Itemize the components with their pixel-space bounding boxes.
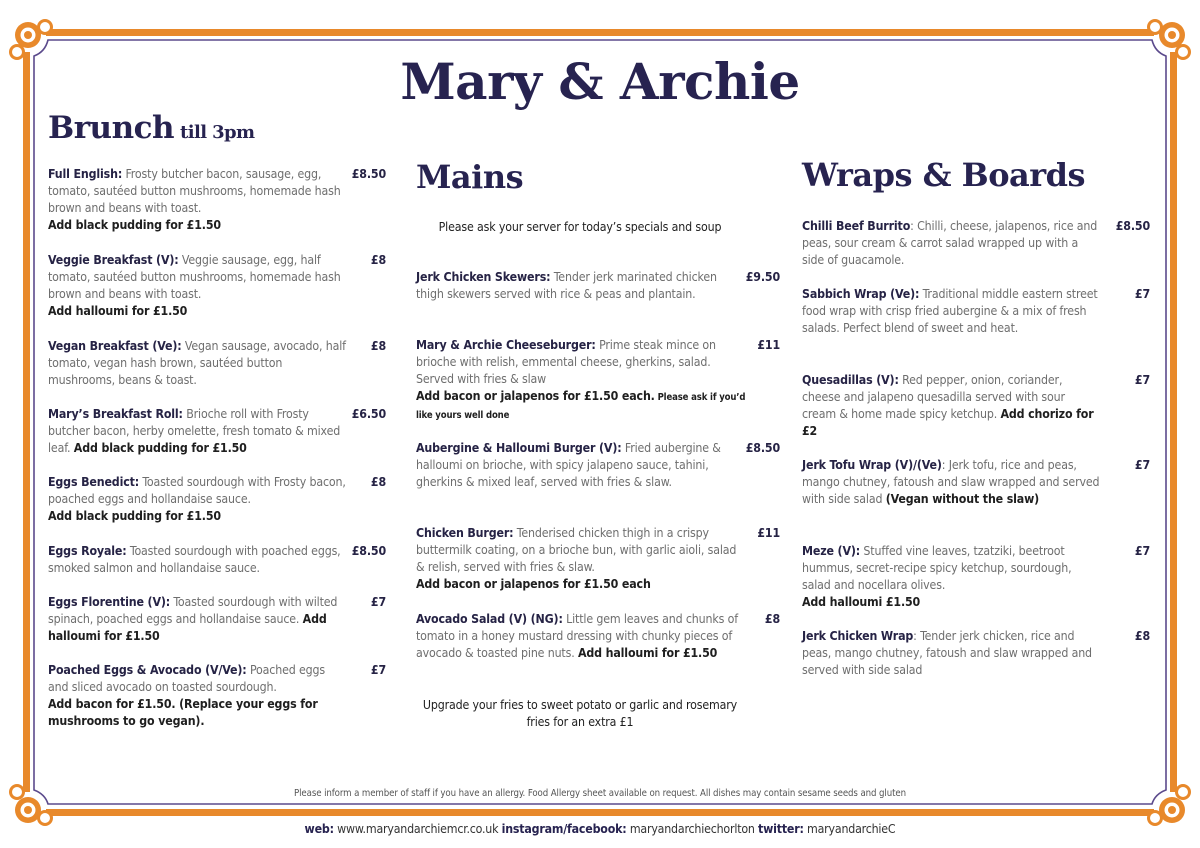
menu-item-price: £8.50 bbox=[351, 544, 386, 558]
menu-item-name: Full English: bbox=[48, 167, 123, 181]
mains-heading: Mains bbox=[416, 158, 524, 196]
menu-item bbox=[802, 457, 1150, 508]
menu-item-name: Jerk Chicken Wrap bbox=[802, 629, 914, 643]
menu-item-addon: (Vegan without the slaw) bbox=[885, 492, 1040, 506]
menu-item-name: Jerk Tofu Wrap (V)/(Ve) bbox=[802, 458, 942, 472]
brunch-heading bbox=[48, 110, 254, 146]
menu-item-description: Frosty butcher bacon, sausage, egg, tomato, sautéed button mushrooms, homemade hash brown and beans with toast. bbox=[48, 167, 341, 215]
menu-item-addon: Add halloumi £1.50 bbox=[802, 595, 921, 609]
menu-item-addon: Add halloumi for £1.50 bbox=[577, 646, 718, 660]
menu-item-name: Quesadillas (V): bbox=[802, 373, 899, 387]
menu-item-addon: Add bacon or jalapenos for £1.50 each bbox=[416, 577, 651, 591]
allergy-notice: Please inform a member of staff if you have an allergy. Food Allergy sheet available on request. All dishes may contain sesame seeds and gluten bbox=[294, 788, 906, 799]
menu-item-price: £8.50 bbox=[745, 441, 780, 455]
menu-item bbox=[48, 166, 386, 234]
menu-item-addon: Add black pudding for £1.50 bbox=[73, 441, 247, 455]
restaurant-title: Mary & Archie bbox=[400, 52, 800, 111]
menu-item-name: Poached Eggs & Avocado (V/Ve): bbox=[48, 663, 247, 677]
menu-item bbox=[802, 628, 1150, 679]
menu-item-price: £11 bbox=[757, 526, 780, 540]
menu-item-name: Veggie Breakfast (V): bbox=[48, 253, 179, 267]
menu-item-name: Sabbich Wrap (Ve): bbox=[802, 287, 920, 301]
twitter-handle[interactable]: maryandarchieC bbox=[803, 822, 896, 836]
menu-item-name: Eggs Royale: bbox=[48, 544, 127, 558]
menu-item bbox=[48, 406, 386, 457]
menu-item-addon: Add bacon for £1.50. (Replace your eggs for mushrooms to go vegan). bbox=[48, 697, 318, 728]
menu-item-description: Little gem leaves and chunks of tomato in a honey mustard dressing with chunky pieces of avocado & toasted pine nuts. bbox=[416, 612, 738, 660]
menu-item-addon: Add halloumi for £1.50 bbox=[48, 304, 188, 318]
menu-item-name: Eggs Florentine (V): bbox=[48, 595, 171, 609]
menu-item-description: Tenderised chicken thigh in a crispy buttermilk coating, on a brioche bun, with garlic aioli, salad & relish, served with fries & slaw. bbox=[416, 526, 737, 574]
menu-item bbox=[48, 543, 386, 577]
menu-item-price: £11 bbox=[757, 338, 780, 352]
menu-item-description: Traditional middle eastern street food wrap with crisp fried aubergine & a mix of fresh salads. Perfect blend of sweet and heat. bbox=[802, 287, 1098, 335]
fries-upgrade-note: Upgrade your fries to sweet potato or garlic and rosemary fries for an extra £1 bbox=[422, 698, 738, 729]
menu-item bbox=[416, 440, 780, 491]
menu-item bbox=[48, 594, 386, 645]
menu-item bbox=[802, 286, 1150, 337]
menu-item-name: Jerk Chicken Skewers: bbox=[416, 270, 551, 284]
menu-item-description: : Tender jerk chicken, rice and peas, mango chutney, fatoush and slaw wrapped and served with side salad bbox=[802, 629, 1092, 677]
menu-item-price: £7 bbox=[1134, 373, 1150, 387]
twitter-label: twitter: bbox=[758, 822, 804, 836]
menu-item-description: Vegan sausage, avocado, half tomato, vegan hash brown, sautéed button mushrooms, beans & toast. bbox=[48, 339, 346, 387]
menu-item-description: Prime steak mince on brioche with relish, emmental cheese, gherkins, salad. Served with fries & slaw bbox=[416, 338, 716, 386]
footer-contacts bbox=[0, 822, 1200, 836]
menu-item-description: Veggie sausage, egg, half tomato, sautéed button mushrooms, homemade hash brown and beans with toast. bbox=[48, 253, 341, 301]
menu-item-price: £7 bbox=[370, 663, 386, 677]
menu-item-description: Brioche roll with Frosty butcher bacon, herby omelette, fresh tomato & mixed leaf. bbox=[48, 407, 341, 455]
menu-item bbox=[416, 611, 780, 662]
menu-item-price: £8 bbox=[370, 253, 386, 267]
menu-item-price: £8.50 bbox=[351, 167, 386, 181]
menu-item-price: £7 bbox=[1134, 458, 1150, 472]
menu-item-price: £7 bbox=[370, 595, 386, 609]
menu-item-price: £9.50 bbox=[745, 270, 780, 284]
menu-item-description: Toasted sourdough with poached eggs, smoked salmon and hollandaise sauce. bbox=[48, 544, 341, 575]
brunch-hours: till 3pm bbox=[180, 122, 255, 143]
wraps-heading: Wraps & Boards bbox=[802, 156, 1086, 194]
menu-item bbox=[802, 218, 1150, 269]
menu-item bbox=[48, 662, 386, 730]
menu-item bbox=[416, 525, 780, 593]
menu-item-description: Fried aubergine & halloumi on brioche, with spicy jalapeno sauce, tahini, gherkins & mixed leaf, served with fries & slaw. bbox=[416, 441, 721, 489]
menu-item-name: Aubergine & Halloumi Burger (V): bbox=[416, 441, 622, 455]
menu-item bbox=[416, 337, 780, 424]
menu-item-price: £7 bbox=[1134, 287, 1150, 301]
menu-item bbox=[416, 269, 780, 303]
menu-item-name: Vegan Breakfast (Ve): bbox=[48, 339, 182, 353]
menu-item bbox=[48, 338, 386, 389]
menu-item-description: Red pepper, onion, coriander, cheese and jalapeno quesadilla served with sour cream & home made spicy ketchup. bbox=[802, 373, 1065, 421]
specials-note: Please ask your server for today’s specials and soup bbox=[438, 220, 722, 234]
menu-item-price: £8 bbox=[764, 612, 780, 626]
menu-item-price: £6.50 bbox=[351, 407, 386, 421]
menu-item-description: Tender jerk marinated chicken thigh skewers served with rice & peas and plantain. bbox=[416, 270, 717, 301]
menu-item-description: Toasted sourdough with wilted spinach, poached eggs and hollandaise sauce. bbox=[48, 595, 338, 626]
menu-item bbox=[48, 252, 386, 320]
menu-item-price: £8.50 bbox=[1115, 219, 1150, 233]
menu-item-small-note: Please ask if you’d like yours well done bbox=[416, 392, 746, 421]
social-handle[interactable]: maryandarchiechorlton bbox=[626, 822, 759, 836]
menu-item-addon: Add chorizo for £2 bbox=[802, 407, 1094, 438]
menu-item-name: Mary’s Breakfast Roll: bbox=[48, 407, 183, 421]
brunch-heading-label: Brunch bbox=[48, 110, 175, 146]
menu-item-price: £8 bbox=[370, 475, 386, 489]
menu-item-name: Chilli Beef Burrito bbox=[802, 219, 911, 233]
menu-item-description: : Jerk tofu, rice and peas, mango chutney, fatoush and slaw wrapped and served with side salad bbox=[802, 458, 1100, 506]
menu-item-description: : Chilli, cheese, jalapenos, rice and peas, sour cream & carrot salad wrapped up with a side of guacamole. bbox=[802, 219, 1098, 267]
menu-item-description: Stuffed vine leaves, tzatziki, beetroot hummus, secret-recipe spicy ketchup, sourdough, salad and nocellara olives. bbox=[802, 544, 1072, 592]
menu-item bbox=[802, 372, 1150, 440]
menu-item-name: Mary & Archie Cheeseburger: bbox=[416, 338, 596, 352]
menu-item-name: Eggs Benedict: bbox=[48, 475, 140, 489]
menu-item-name: Meze (V): bbox=[802, 544, 861, 558]
menu-item-description: Toasted sourdough with Frosty bacon, poached eggs and hollandaise sauce. bbox=[48, 475, 346, 506]
menu-item-addon: Add black pudding for £1.50 bbox=[48, 509, 221, 523]
menu-item-price: £7 bbox=[1134, 544, 1150, 558]
menu-item bbox=[48, 474, 386, 525]
menu-item-name: Chicken Burger: bbox=[416, 526, 514, 540]
social-label: instagram/facebook: bbox=[501, 822, 627, 836]
menu-item-price: £8 bbox=[1134, 629, 1150, 643]
menu-item bbox=[802, 543, 1150, 611]
menu-item-price: £8 bbox=[370, 339, 386, 353]
web-label: web: bbox=[304, 822, 334, 836]
menu-item-addon: Add black pudding for £1.50 bbox=[48, 218, 221, 232]
menu-item-description: Poached eggs and sliced avocado on toasted sourdough. bbox=[48, 663, 325, 694]
menu-item-name: Avocado Salad (V) (NG): bbox=[416, 612, 563, 626]
menu-item-addon: Add bacon or jalapenos for £1.50 each. bbox=[416, 389, 655, 403]
web-link[interactable]: www.maryandarchiemcr.co.uk bbox=[333, 822, 502, 836]
menu-item-addon: Add halloumi for £1.50 bbox=[48, 612, 327, 643]
